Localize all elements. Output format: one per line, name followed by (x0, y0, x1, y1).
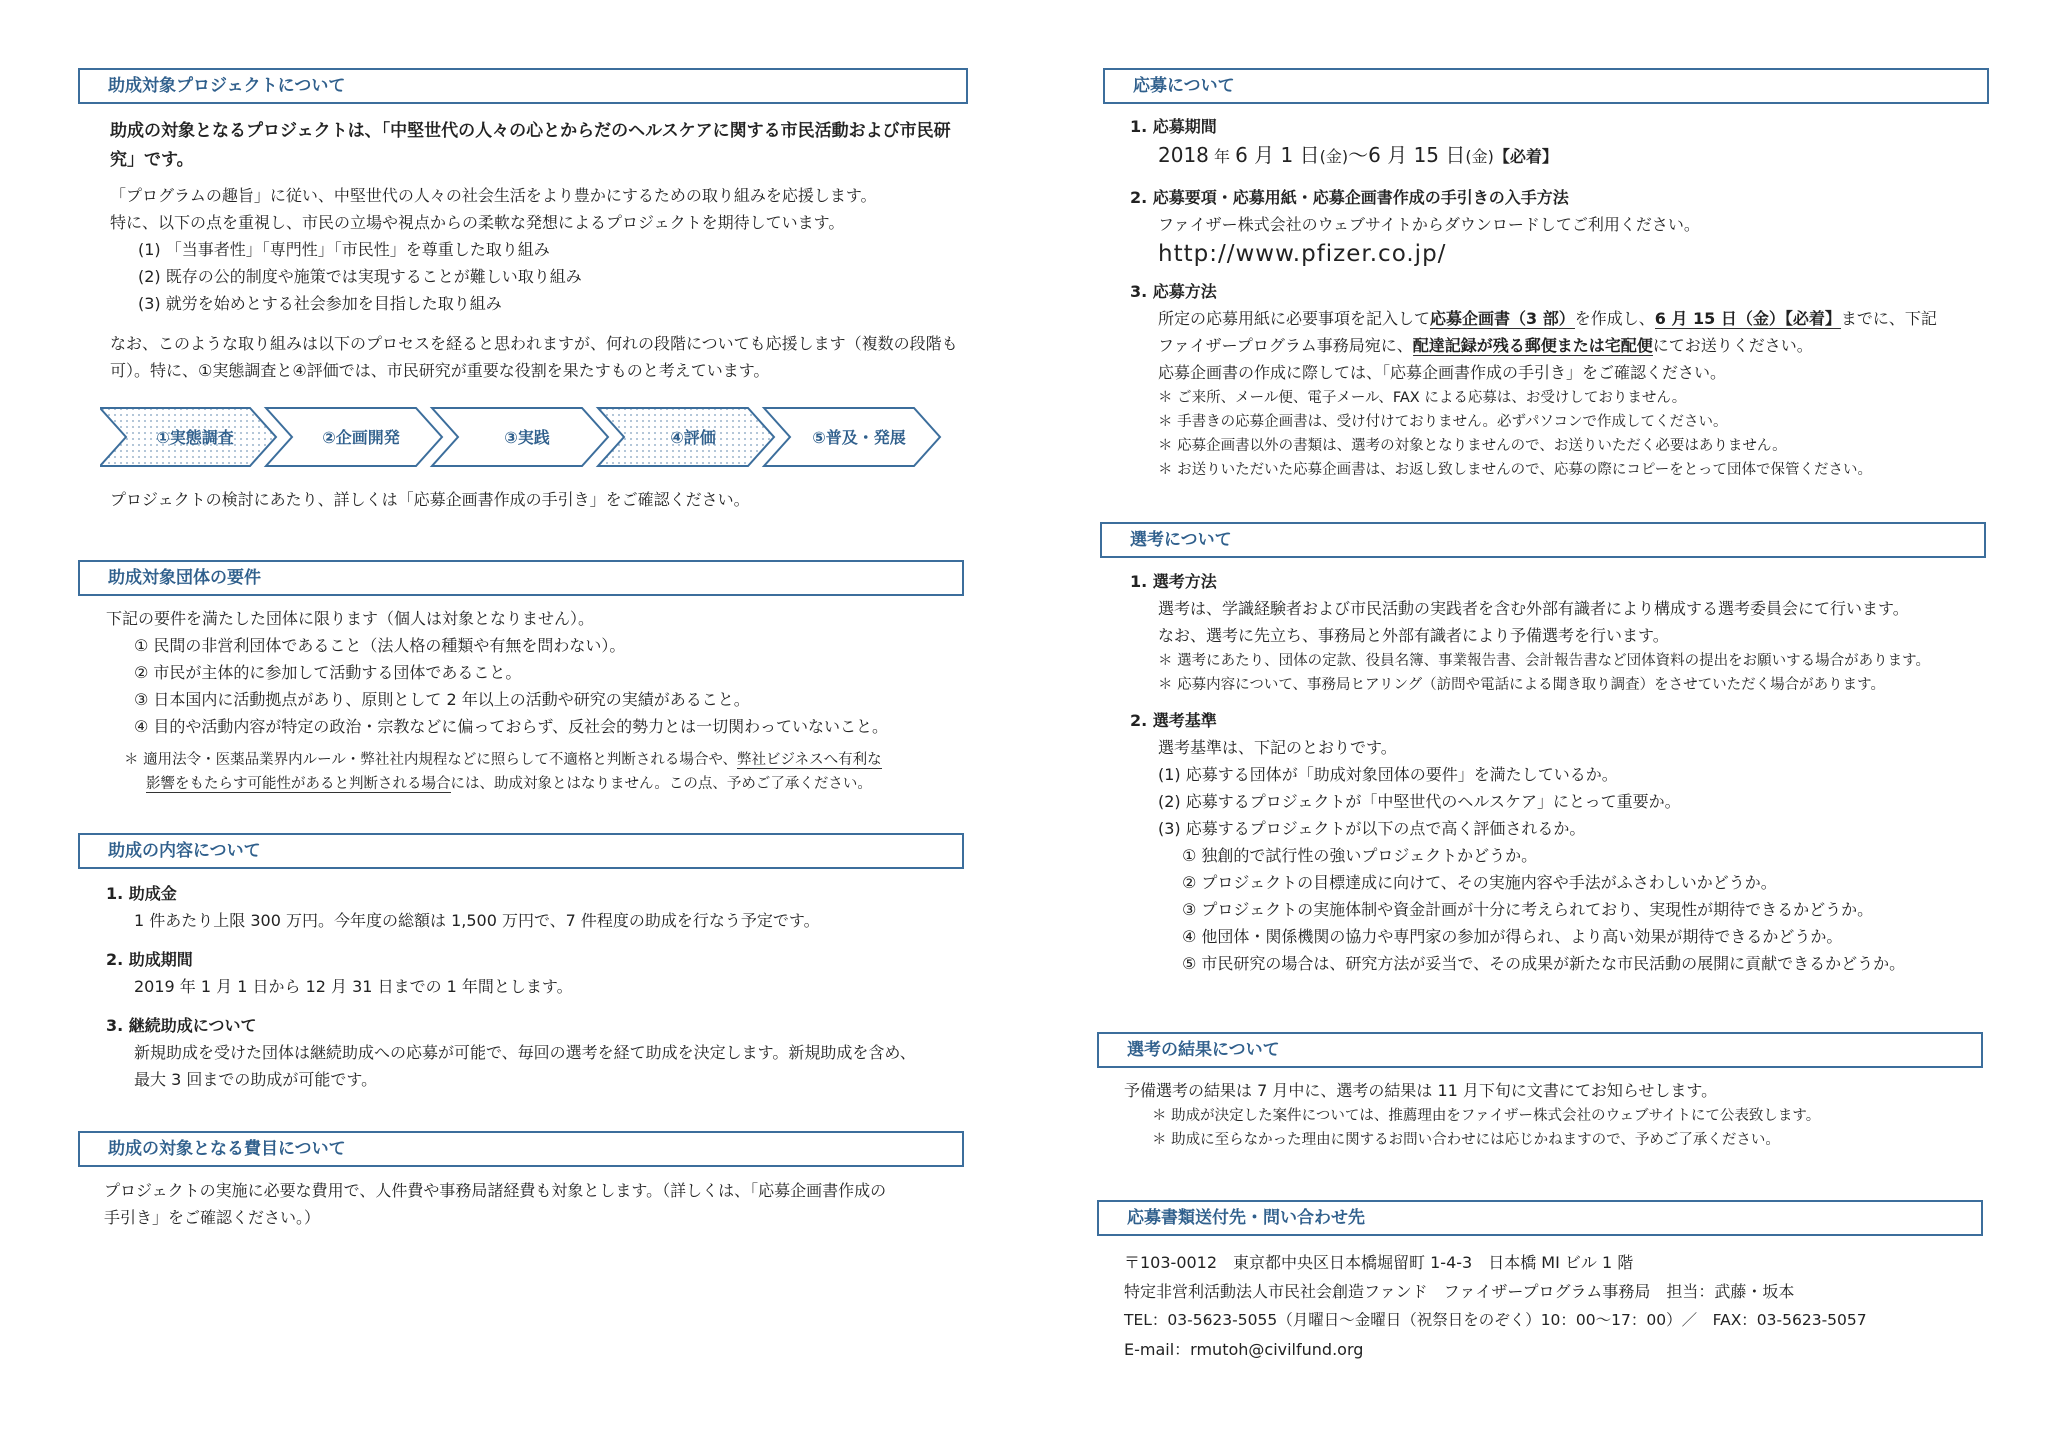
projects-p1: 「プログラムの趣旨」に従い、中堅世代の人々の社会生活をより豊かにするための取り組みを応援します。 (110, 186, 877, 205)
process-step-3 (432, 408, 608, 466)
selection-t3: 選考基準は、下記のとおりです。 (1158, 738, 1397, 757)
selection-t2: なお、選考に先立ち、事務局と外部有識者により予備選考を行います。 (1158, 626, 1669, 645)
process-step-2 (266, 408, 442, 466)
requirement-4: ④ 目的や活動内容が特定の政治・宗教などに偏っておらず、反社会的勢力とは一切関わっていないこと。 (134, 717, 888, 736)
process-step-5 (764, 408, 940, 466)
projects-p3: なお、このような取り組みは以下のプロセスを経ると思われますが、何れの段階についても応援します（複数の段階も可）。特に、①実態調査と④評価では、市民研究が重要な役割を果たすものと考えています。 (110, 334, 958, 380)
apply-note-2: ＊ 手書きの応募企画書は、受け付けておりません。必ずパソコンで作成してください。 (1158, 414, 1728, 430)
apply-h3: 3. 応募方法 (1130, 282, 1217, 301)
content-h3: 3. 継続助成について (106, 1016, 257, 1035)
costs-t2: 手引き」をご確認ください。） (104, 1208, 321, 1227)
selection-sub-4: ④ 他団体・関係機関の協力や専門家の参加が得られ、より高い効果が期待できるかどうか。 (1182, 927, 1843, 946)
content-h1: 1. 助成金 (106, 884, 177, 903)
apply-t3-line1: 所定の応募用紙に必要事項を記入して応募企画書（3 部）を作成し、6 月 15 日（金）【必着】までに、下記 (1158, 309, 1937, 328)
process-step-2-label: ②企画開発 (322, 428, 400, 447)
projects-item-1: (1) 「当事者性」「専門性」「市民性」を尊重した取り組み (138, 240, 550, 259)
process-step-1 (100, 408, 276, 466)
section-title-requirements: 助成対象団体の要件 (78, 560, 964, 596)
contact-body (1124, 1248, 2004, 1364)
process-step-4 (598, 408, 774, 466)
selection-sub-1: ① 独創的で試行性の強いプロジェクトかどうか。 (1182, 846, 1538, 865)
contact-tel: TEL：03-5623-5055（月曜日〜金曜日（祝祭日をのぞく）10：00〜17：00）／ FAX：03-5623-5057 (1124, 1311, 1867, 1329)
projects-lead: 助成の対象となるプロジェクトは、「中堅世代の人々の心とからだのヘルスケアに関する市民活動および市民研究」です。 (110, 121, 951, 170)
projects-p2: 特に、以下の点を重視し、市民の立場や視点からの柔軟な発想によるプロジェクトを期待しています。 (110, 213, 845, 232)
section-title-apply: 応募について (1103, 68, 1989, 104)
selection-criteria-1: (1) 応募する団体が「助成対象団体の要件」を満たしているか。 (1158, 765, 1618, 784)
requirement-2: ② 市民が主体的に参加して活動する団体であること。 (134, 663, 522, 682)
section-title-costs: 助成の対象となる費目について (78, 1131, 964, 1167)
content-h2: 2. 助成期間 (106, 950, 193, 969)
apply-note-4: ＊ お送りいただいた応募企画書は、お返し致しませんので、応募の際にコピーをとって団体で保管ください。 (1158, 462, 1872, 478)
process-step-3-label: ③実践 (504, 428, 550, 447)
section-title-projects: 助成対象プロジェクトについて (78, 68, 968, 104)
apply-note-3: ＊ 応募企画書以外の書類は、選考の対象となりませんので、お送りいただく必要はありません。 (1158, 438, 1787, 454)
costs-body (104, 1177, 974, 1231)
apply-body (1130, 113, 1990, 482)
selection-note-1: ＊ 選考にあたり、団体の定款、役員名簿、事業報告書、会計報告書など団体資料の提出をお願いする場合があります。 (1158, 653, 1930, 669)
apply-h2: 2. 応募要項・応募用紙・応募企画書作成の手引きの入手方法 (1130, 188, 1569, 207)
section-title-results: 選考の結果について (1097, 1032, 1983, 1068)
projects-body (110, 182, 980, 317)
content-t2: 2019 年 1 月 1 日から 12 月 31 日までの 1 年間とします。 (134, 977, 573, 996)
apply-note-1: ＊ ご来所、メール便、電子メール、FAX による応募は、お受けしておりません。 (1158, 390, 1687, 406)
requirement-3: ③ 日本国内に活動拠点があり、原則として 2 年以上の活動や研究の実績があること。 (134, 690, 750, 709)
requirement-1: ① 民間の非営利団体であること（法人格の種類や有無を問わない）。 (134, 636, 626, 655)
selection-body (1130, 568, 2000, 977)
apply-period: 2018 年 6 月 1 日(金)〜6 月 15 日(金)【必着】 (1158, 143, 1558, 167)
results-t1: 予備選考の結果は 7 月中に、選考の結果は 11 月下旬に文書にてお知らせします。 (1124, 1081, 1718, 1100)
process-step-4-label: ④評価 (670, 428, 716, 447)
content-t1: 1 件あたり上限 300 万円。今年度の総額は 1,500 万円で、7 件程度の助成を行なう予定です。 (134, 911, 820, 930)
contact-address: 〒103-0012 東京都中央区日本橋堀留町 1-4-3 日本橋 MI ビル 1 階 (1124, 1253, 1634, 1272)
results-note-2: ＊ 助成に至らなかった理由に関するお問い合わせには応じかねますので、予めご了承ください。 (1152, 1132, 1780, 1148)
selection-t1: 選考は、学識経験者および市民活動の実践者を含む外部有識者により構成する選考委員会にて行います。 (1158, 599, 1909, 618)
projects-p4: プロジェクトの検討にあたり、詳しくは「応募企画書作成の手引き」をご確認ください。 (110, 490, 750, 509)
selection-sub-5: ⑤ 市民研究の場合は、研究方法が妥当で、その成果が新たな市民活動の展開に貢献できるかどうか。 (1182, 954, 1906, 973)
process-step-1-label: ①実態調査 (156, 428, 234, 447)
apply-t3-line3: 応募企画書の作成に際しては、「応募企画書作成の手引き」をご確認ください。 (1158, 363, 1727, 382)
contact-org: 特定非営利活動法人市民社会創造ファンド ファイザープログラム事務局 担当：武藤・坂本 (1124, 1282, 1795, 1301)
selection-sub-3: ③ プロジェクトの実施体制や資金計画が十分に考えられており、実現性が期待できるかどうか。 (1182, 900, 1874, 919)
content-t3b: 最大 3 回までの助成が可能です。 (134, 1070, 378, 1089)
process-flow (100, 406, 960, 468)
apply-url[interactable]: http://www.pfizer.co.jp/ (1158, 241, 1447, 267)
costs-t1: プロジェクトの実施に必要な費用で、人件費や事務局諸経費も対象とします。（詳しくは、「応募企画書作成の (104, 1181, 887, 1200)
selection-sub-2: ② プロジェクトの目標達成に向けて、その実施内容や手法がふさわしいかどうか。 (1182, 873, 1777, 892)
selection-note-2: ＊ 応募内容について、事務局ヒアリング（訪問や電話による聞き取り調査）をさせていただく場合があります。 (1158, 677, 1885, 693)
requirements-body (106, 605, 976, 740)
section-title-content: 助成の内容について (78, 833, 964, 869)
apply-t2: ファイザー株式会社のウェブサイトからダウンロードしてご利用ください。 (1158, 215, 1700, 234)
contact-email[interactable]: E-mail：rmutoh@civilfund.org (1124, 1340, 1364, 1359)
content-body (106, 880, 976, 1093)
selection-h1: 1. 選考方法 (1130, 572, 1217, 591)
content-t3: 新規助成を受けた団体は継続助成への応募が可能で、毎回の選考を経て助成を決定します。新規助成を含め、 (134, 1043, 916, 1062)
requirements-note: ＊ 適用法令・医薬品業界内ルール・弊社社内規程などに照らして不適格と判断される場合や、弊社ビジネスへ有利な 影響をもたらす可能性があると判断される場合には、助成対象とはなりません。この点、予めご了承ください。 (124, 752, 882, 792)
selection-criteria-3: (3) 応募するプロジェクトが以下の点で高く評価されるか。 (1158, 819, 1586, 838)
selection-h2: 2. 選考基準 (1130, 711, 1217, 730)
apply-t3-line2: ファイザープログラム事務局宛に、配達記録が残る郵便または宅配便にてお送りください。 (1158, 336, 1813, 355)
section-title-selection: 選考について (1100, 522, 1986, 558)
results-note-1: ＊ 助成が決定した案件については、推薦理由をファイザー株式会社のウェブサイトにて公表致します。 (1152, 1108, 1821, 1124)
process-step-5-label: ⑤普及・発展 (812, 428, 906, 447)
projects-item-3: (3) 就労を始めとする社会参加を目指した取り組み (138, 294, 502, 313)
requirements-intro: 下記の要件を満たした団体に限ります（個人は対象となりません）。 (106, 609, 595, 628)
projects-item-2: (2) 既存の公的制度や施策では実現することが難しい取り組み (138, 267, 582, 286)
section-title-contact: 応募書類送付先・問い合わせ先 (1097, 1200, 1983, 1236)
apply-h1: 1. 応募期間 (1130, 117, 1217, 136)
results-body (1124, 1077, 1994, 1152)
selection-criteria-2: (2) 応募するプロジェクトが「中堅世代のヘルスケア」にとって重要か。 (1158, 792, 1681, 811)
